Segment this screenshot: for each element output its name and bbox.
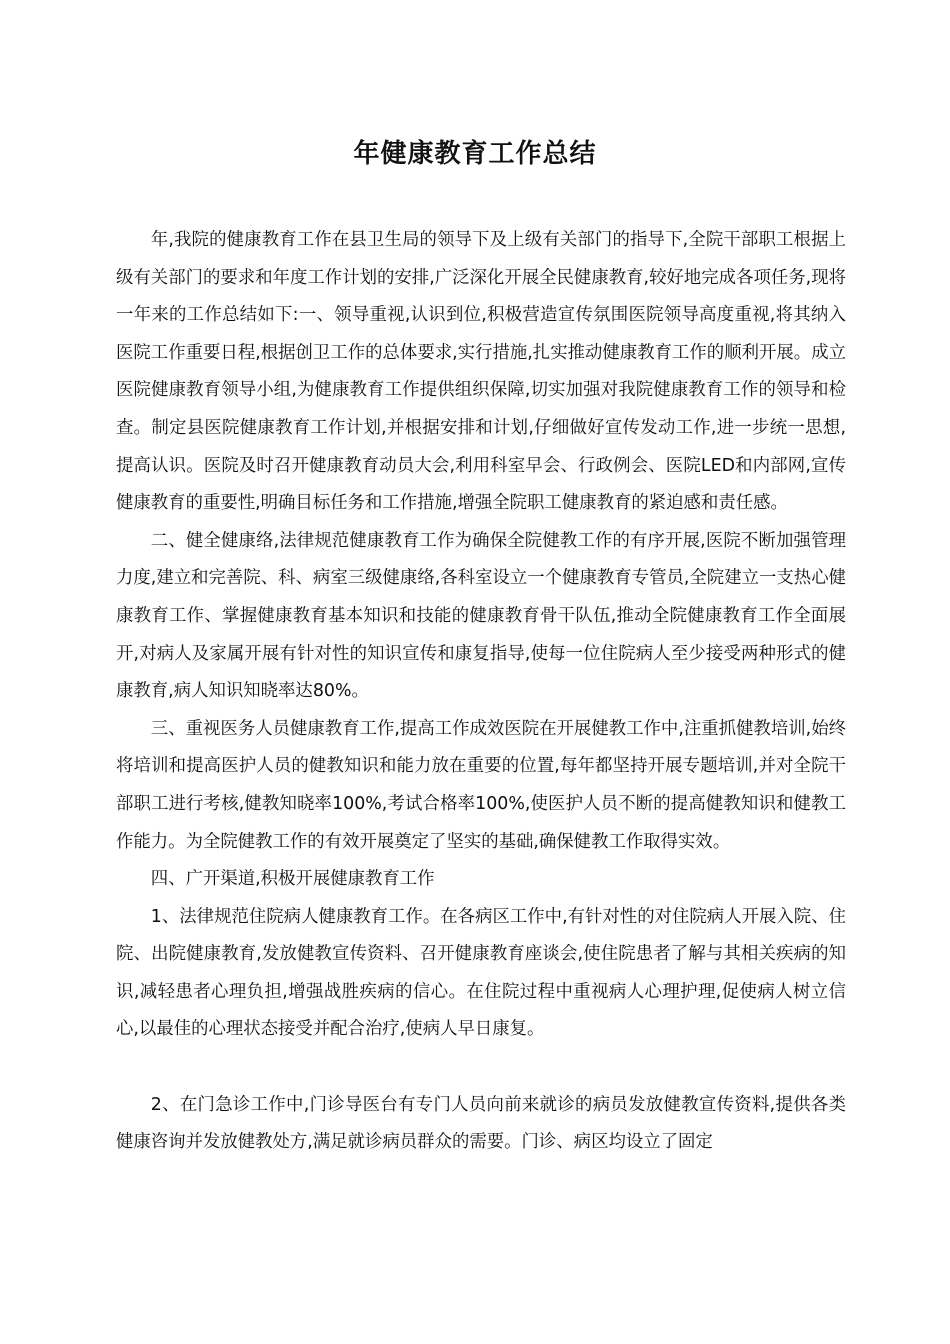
document-body xyxy=(116,222,846,1162)
paragraph-section-2: 二、健全健康络,法律规范健康教育工作为确保全院健教工作的有序开展,医院不断加强管理力度,建立和完善院、科、病室三级健康络,各科室设立一个健康教育专管员,全院建立一支热心健康教育工作、掌握健康教育基本知识和技能的健康教育骨干队伍,推动全院健康教育工作全面展开,对病人及家属开展有针对性的知识宣传和康复指导,使每一位住院病人至少接受两种形式的健康教育,病人知识知晓率达80%。 xyxy=(116,530,846,702)
paragraph-section-3: 三、重视医务人员健康教育工作,提高工作成效医院在开展健教工作中,注重抓健教培训,始终将培训和提高医护人员的健教知识和能力放在重要的位置,每年都坚持开展专题培训,并对全院干部职工进行考核,健教知晓率100%,考试合格率100%,使医护人员不断的提高健教知识和健教工作能力。为全院健教工作的有效开展奠定了坚实的基础,确保健教工作取得实效。 xyxy=(116,718,846,852)
paragraph-item-2: 2、在门急诊工作中,门诊导医台有专门人员向前来就诊的病员发放健教宣传资料,提供各类健康咨询并发放健教处方,满足就诊病员群众的需要。门诊、病区均设立了固定 xyxy=(116,1094,846,1153)
paragraph-section-4-heading: 四、广开渠道,积极开展健康教育工作 xyxy=(150,869,435,890)
document-title: 年健康教育工作总结 xyxy=(353,139,597,169)
paragraph-intro: 年,我院的健康教育工作在县卫生局的领导下及上级有关部门的指导下,全院干部职工根据上级有关部门的要求和年度工作计划的安排,广泛深化开展全民健康教育,较好地完成各项任务,现将一年来的工作总结如下:一、领导重视,认识到位,积极营造宣传氛围医院领导高度重视,将其纳入医院工作重要日程,根据创卫工作的总体要求,实行措施,扎实推动健康教育工作的顺利开展。成立医院健康教育领导小组,为健康教育工作提供组织保障,切实加强对我院健康教育工作的领导和检查。制定县医院健康教育工作计划,并根据安排和计划,仔细做好宣传发动工作,进一步统一思想,提高认识。医院及时召开健康教育动员大会,利用科室早会、行政例会、医院LED和内部网,宣传健康教育的重要性,明确目标任务和工作措施,增强全院职工健康教育的紧迫感和责任感。 xyxy=(116,230,846,514)
paragraph-item-1: 1、法律规范住院病人健康教育工作。在各病区工作中,有针对性的对住院病人开展入院、住院、出院健康教育,发放健教宣传资料、召开健康教育座谈会,使住院患者了解与其相关疾病的知识,减轻患者心理负担,增强战胜疾病的信心。在住院过程中重视病人心理护理,促使病人树立信心,以最佳的心理状态接受并配合治疗,使病人早日康复。 xyxy=(116,906,846,1040)
